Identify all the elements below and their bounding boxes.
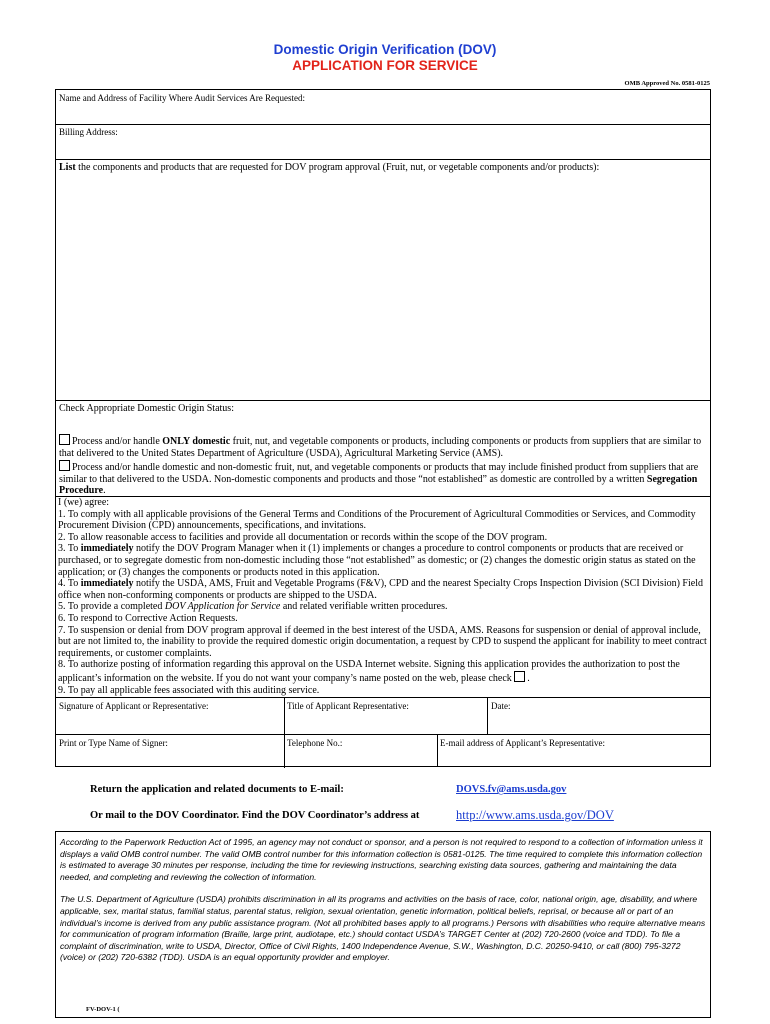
facility-label: Name and Address of Facility Where Audit Services Are Requested:	[59, 93, 306, 103]
omb-number: OMB Approved No. 0581-0125	[624, 80, 710, 87]
telephone-label: Telephone No.:	[287, 738, 343, 748]
dov-website-link[interactable]: http://www.ams.usda.gov/DOV	[456, 808, 614, 822]
agree-item-5: 5. To provide a completed DOV Application for Service and related verifiable written procedures.	[58, 601, 448, 613]
email-field[interactable]	[438, 735, 710, 767]
facility-field[interactable]	[56, 90, 710, 124]
signature-label: Signature of Applicant or Representative:	[59, 701, 209, 711]
no-web-posting-checkbox[interactable]	[514, 671, 525, 682]
date-field[interactable]	[488, 697, 710, 734]
status-option-only-domestic: Process and/or handle ONLY domestic fruit, nut, and vegetable components or products, including components or products from suppliers that are similar to that delivered to the United States Department of Agriculture (USDA), Agricultural Marketing Service (AMS).	[59, 436, 702, 459]
signer-name-field[interactable]	[56, 735, 284, 767]
form-id: FV-DOV-1 (	[86, 1006, 120, 1014]
billing-label: Billing Address:	[59, 127, 118, 137]
list-label-text: the components and products that are requested for DOV program approval (Fruit, nut, or vegetable components and/or products):	[75, 162, 600, 173]
agreement-list	[58, 497, 708, 696]
form-subtitle: APPLICATION FOR SERVICE	[292, 58, 478, 73]
agree-intro: I (we) agree:	[58, 497, 110, 508]
status-heading: Check Appropriate Domestic Origin Status:	[59, 403, 234, 414]
agree-item-7: 7. To suspension or denial from DOV program approval if deemed in the best interest of the USDA, AMS. Reasons for suspension or denial of approval include, but are not limited to, the inability to provide the required domestic origin documentation, a request by CPD to suspend the applicant for inability to meet contract requirements, or customer complaints.	[58, 624, 707, 659]
list-label-bold: List	[59, 162, 76, 173]
application-form	[55, 89, 711, 767]
agree-item-6: 6. To respond to Corrective Action Requests.	[58, 612, 238, 624]
telephone-field[interactable]	[285, 735, 437, 767]
title-label: Title of Applicant Representative:	[287, 701, 409, 711]
email-label: E-mail address of Applicant’s Representative:	[440, 738, 605, 748]
components-list-field[interactable]	[56, 160, 710, 400]
agree-item-3: 3. To immediately notify the DOV Program Manager when it (1) implements or changes a procedure to control components or products that are received or purchased, or to segregate domestic from non-domestic including those “not established” as domestic; or (2) changes the domestic origin status as stated on the application; or (3) changes the components or products noted in this application.	[58, 543, 696, 578]
agree-item-2: 2. To allow reasonable access to facilities and provide all documentation or records within the scope of the DOV program.	[58, 531, 548, 543]
paperwork-notice: According to the Paperwork Reduction Act of 1995, an agency may not conduct or sponsor, and a person is not required to respond to a collection of information unless it displays a valid OMB control number. The valid OMB control number for this information collection is 0581-0125. The time required to complete this information collection is estimated to average 30 minutes per response, including the time for reviewing instructions, searching existing data sources, gathering and maintaining the data needed, and completing and reviewing the collection of information.	[60, 837, 703, 882]
nondiscrimination-notice: The U.S. Department of Agriculture (USDA) prohibits discrimination in all its programs and activities on the basis of race, color, national origin, age, disability, and where applicable, sex, marital status, familial status, parental status, religion, sexual orientation, genetic information, political beliefs, reprisal, or because all or part of an individual’s income is derived from any public assistance program. (Not all prohibited bases apply to all programs.) Persons with disabilities who require alternative means for communication of program information (Braille, large print, audiotape, etc.) should contact USDA’s TARGET Center at (202) 720-2600 (voice and TDD). To file a complaint of discrimination, write to USDA, Director, Office of Civil Rights, 1400 Independence Avenue, S.W., Washington, D.C. 20250-9410, or call (800) 795-3272 (voice) or (202) 720-6382 (TDD). USDA is an equal opportunity provider and employer.	[60, 894, 706, 963]
agree-item-8: 8. To authorize posting of information regarding this approval on the USDA Internet website. Signing this application provides the authorization to post the applicant’s information on the website. If you do not want your company’s name posted on the web, please check .	[58, 659, 680, 684]
signature-field[interactable]	[56, 697, 284, 734]
title-field[interactable]	[285, 697, 487, 734]
agree-item-1: 1. To comply with all applicable provisions of the General Terms and Conditions of the Procurement of Agricultural Commodities or Services, and Commodity Procurement Division (CPD) announcements, specifications, and invitations.	[58, 508, 696, 532]
status-option-mixed: Process and/or handle domestic and non-domestic fruit, nut, and vegetable components or products that may include finished product from suppliers that are similar to that delivered to the USDA. Non-domestic components and products and those “not established” as domestic are controlled by a written Segregation Procedure.	[59, 462, 699, 497]
billing-field[interactable]	[56, 125, 710, 159]
return-email-link[interactable]: DOVS.fv@ams.usda.gov	[456, 784, 567, 795]
agree-item-9: 9. To pay all applicable fees associated with this auditing service.	[58, 684, 320, 696]
only-domestic-checkbox[interactable]	[59, 434, 70, 445]
signer-name-label: Print or Type Name of Signer:	[59, 738, 168, 748]
agree-item-4: 4. To immediately notify the USDA, AMS, Fruit and Vegetable Programs (F&V), CPD and the nearest Specialty Crops Inspection Division (SCI Division) Field office when non-conforming components or products are shipped to the USDA.	[58, 578, 703, 601]
form-title: Domestic Origin Verification (DOV)	[273, 42, 497, 57]
date-label: Date:	[491, 701, 511, 711]
mail-instructions: Or mail to the DOV Coordinator. Find the DOV Coordinator’s address at	[90, 810, 420, 821]
legal-notice	[55, 831, 711, 1018]
return-instructions: Return the application and related documents to E-mail:	[90, 784, 344, 795]
mixed-origin-checkbox[interactable]	[59, 460, 70, 471]
